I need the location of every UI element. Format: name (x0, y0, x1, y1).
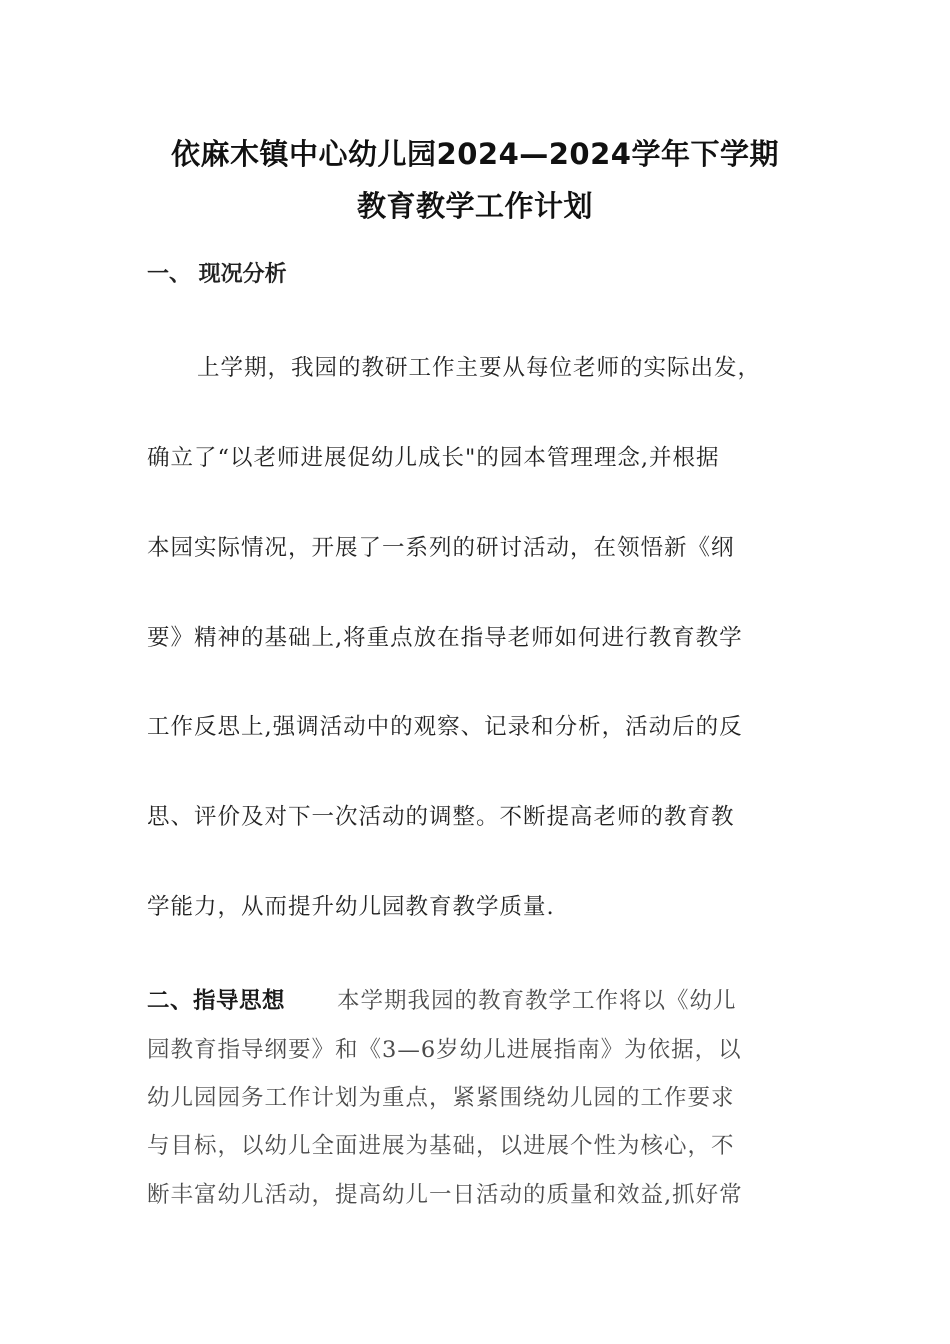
paragraph-line: 思、评价及对下一次活动的调整。不断提高老师的教育教 (147, 804, 735, 830)
section-2-intro-text: 本学期我园的教育教学工作将以《幼儿 (337, 988, 737, 1014)
paragraph-line: 要》精神的基础上,将重点放在指导老师如何进行教育教学 (147, 625, 743, 651)
paragraph-line: 学能力，从而提升幼儿园教育教学质量. (147, 894, 555, 920)
paragraph-line: 确立了“以老师进展促幼儿成长"的园本管理理念,并根据 (147, 445, 720, 471)
document-title (0, 128, 950, 232)
section-2-first-line (147, 983, 807, 1015)
paragraph-line: 断丰富幼儿活动，提高幼儿一日活动的质量和效益,抓好常 (147, 1182, 743, 1208)
paragraph-line: 幼儿园园务工作计划为重点，紧紧围绕幼儿园的工作要求 (147, 1085, 735, 1111)
title-line-2: 教育教学工作计划 (356, 189, 593, 223)
title-line-1: 依麻木镇中心幼儿园2024—2024学年下学期 (171, 137, 779, 171)
paragraph-line: 工作反思上,强调活动中的观察、记录和分析，活动后的反 (147, 714, 743, 740)
section-heading-guiding: 二、指导思想 (147, 988, 286, 1014)
section-heading-status: 一、 现况分析 (147, 262, 287, 287)
paragraph-line: 本园实际情况，开展了一系列的研讨活动，在领悟新《纲 (147, 535, 735, 561)
paragraph-line: 园教育指导纲要》和《3—6岁幼儿进展指南》为依据，以 (147, 1037, 742, 1063)
paragraph-line: 上学期，我园的教研工作主要从每位老师的实际出发， (197, 355, 762, 381)
paragraph-line: 与目标，以幼儿全面进展为基础，以进展个性为核心，不 (147, 1133, 735, 1159)
